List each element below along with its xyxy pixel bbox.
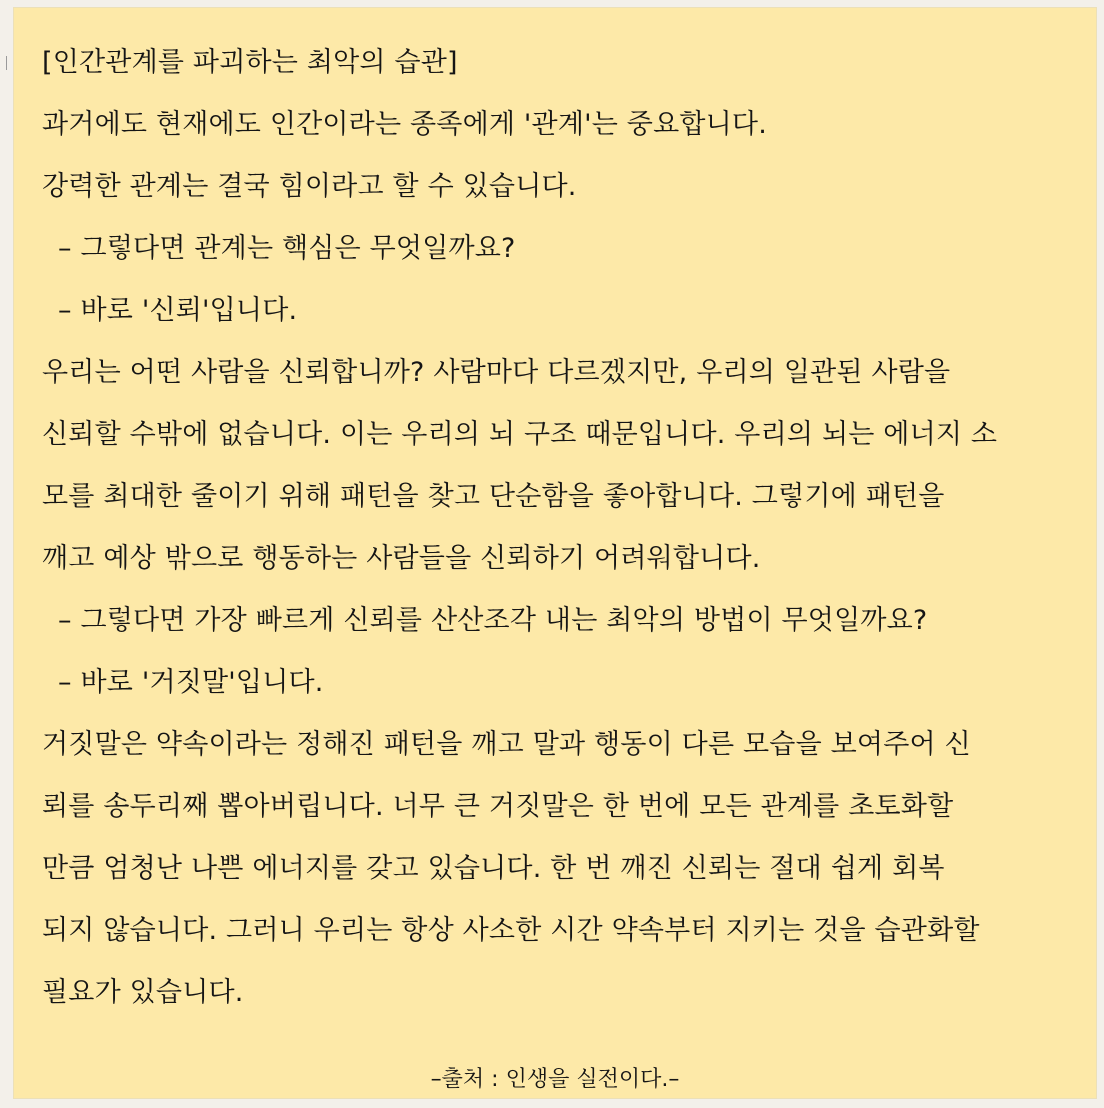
answer-line: – 바로 '신뢰'입니다. — [58, 295, 298, 326]
text-line: 만큼 엄청난 나쁜 에너지를 갖고 있습니다. 한 번 깨진 신뢰는 절대 쉽게 회복 — [42, 853, 945, 884]
text-line: 모를 최대한 줄이기 위해 패턴을 찾고 단순함을 좋아합니다. 그렇기에 패턴을 — [42, 481, 945, 512]
question-line: – 그렇다면 관계는 핵심은 무엇일까요? — [58, 233, 516, 264]
text-line: 되지 않습니다. 그러니 우리는 항상 사소한 시간 약속부터 지키는 것을 습관화할 — [42, 915, 980, 946]
text-line: 과거에도 현재에도 인간이라는 종족에게 '관계'는 중요합니다. — [42, 109, 767, 140]
source-citation: –출처 : 인생을 실전이다.– — [430, 1067, 680, 1092]
text-line: 우리는 어떤 사람을 신뢰합니까? 사람마다 다르겠지만, 우리의 일관된 사람을 — [42, 357, 951, 388]
text-line: 강력한 관계는 결국 힘이라고 할 수 있습니다. — [42, 171, 577, 202]
edge-mark — [6, 56, 7, 70]
answer-line: – 바로 '거짓말'입니다. — [58, 667, 324, 698]
text-line: 필요가 있습니다. — [42, 977, 244, 1008]
text-line: 깨고 예상 밖으로 행동하는 사람들을 신뢰하기 어려워합니다. — [42, 543, 761, 574]
note-card — [14, 8, 1096, 1098]
note-title: [인간관계를 파괴하는 최악의 습관] — [42, 47, 458, 78]
text-line: 거짓말은 약속이라는 정해진 패턴을 깨고 말과 행동이 다른 모습을 보여주어 신 — [42, 729, 971, 760]
question-line: – 그렇다면 가장 빠르게 신뢰를 산산조각 내는 최악의 방법이 무엇일까요? — [58, 605, 928, 636]
text-line: 신뢰할 수밖에 없습니다. 이는 우리의 뇌 구조 때문입니다. 우리의 뇌는 에너지 소 — [42, 419, 998, 450]
text-line: 뢰를 송두리째 뽑아버립니다. 너무 큰 거짓말은 한 번에 모든 관계를 초토화할 — [42, 791, 954, 822]
